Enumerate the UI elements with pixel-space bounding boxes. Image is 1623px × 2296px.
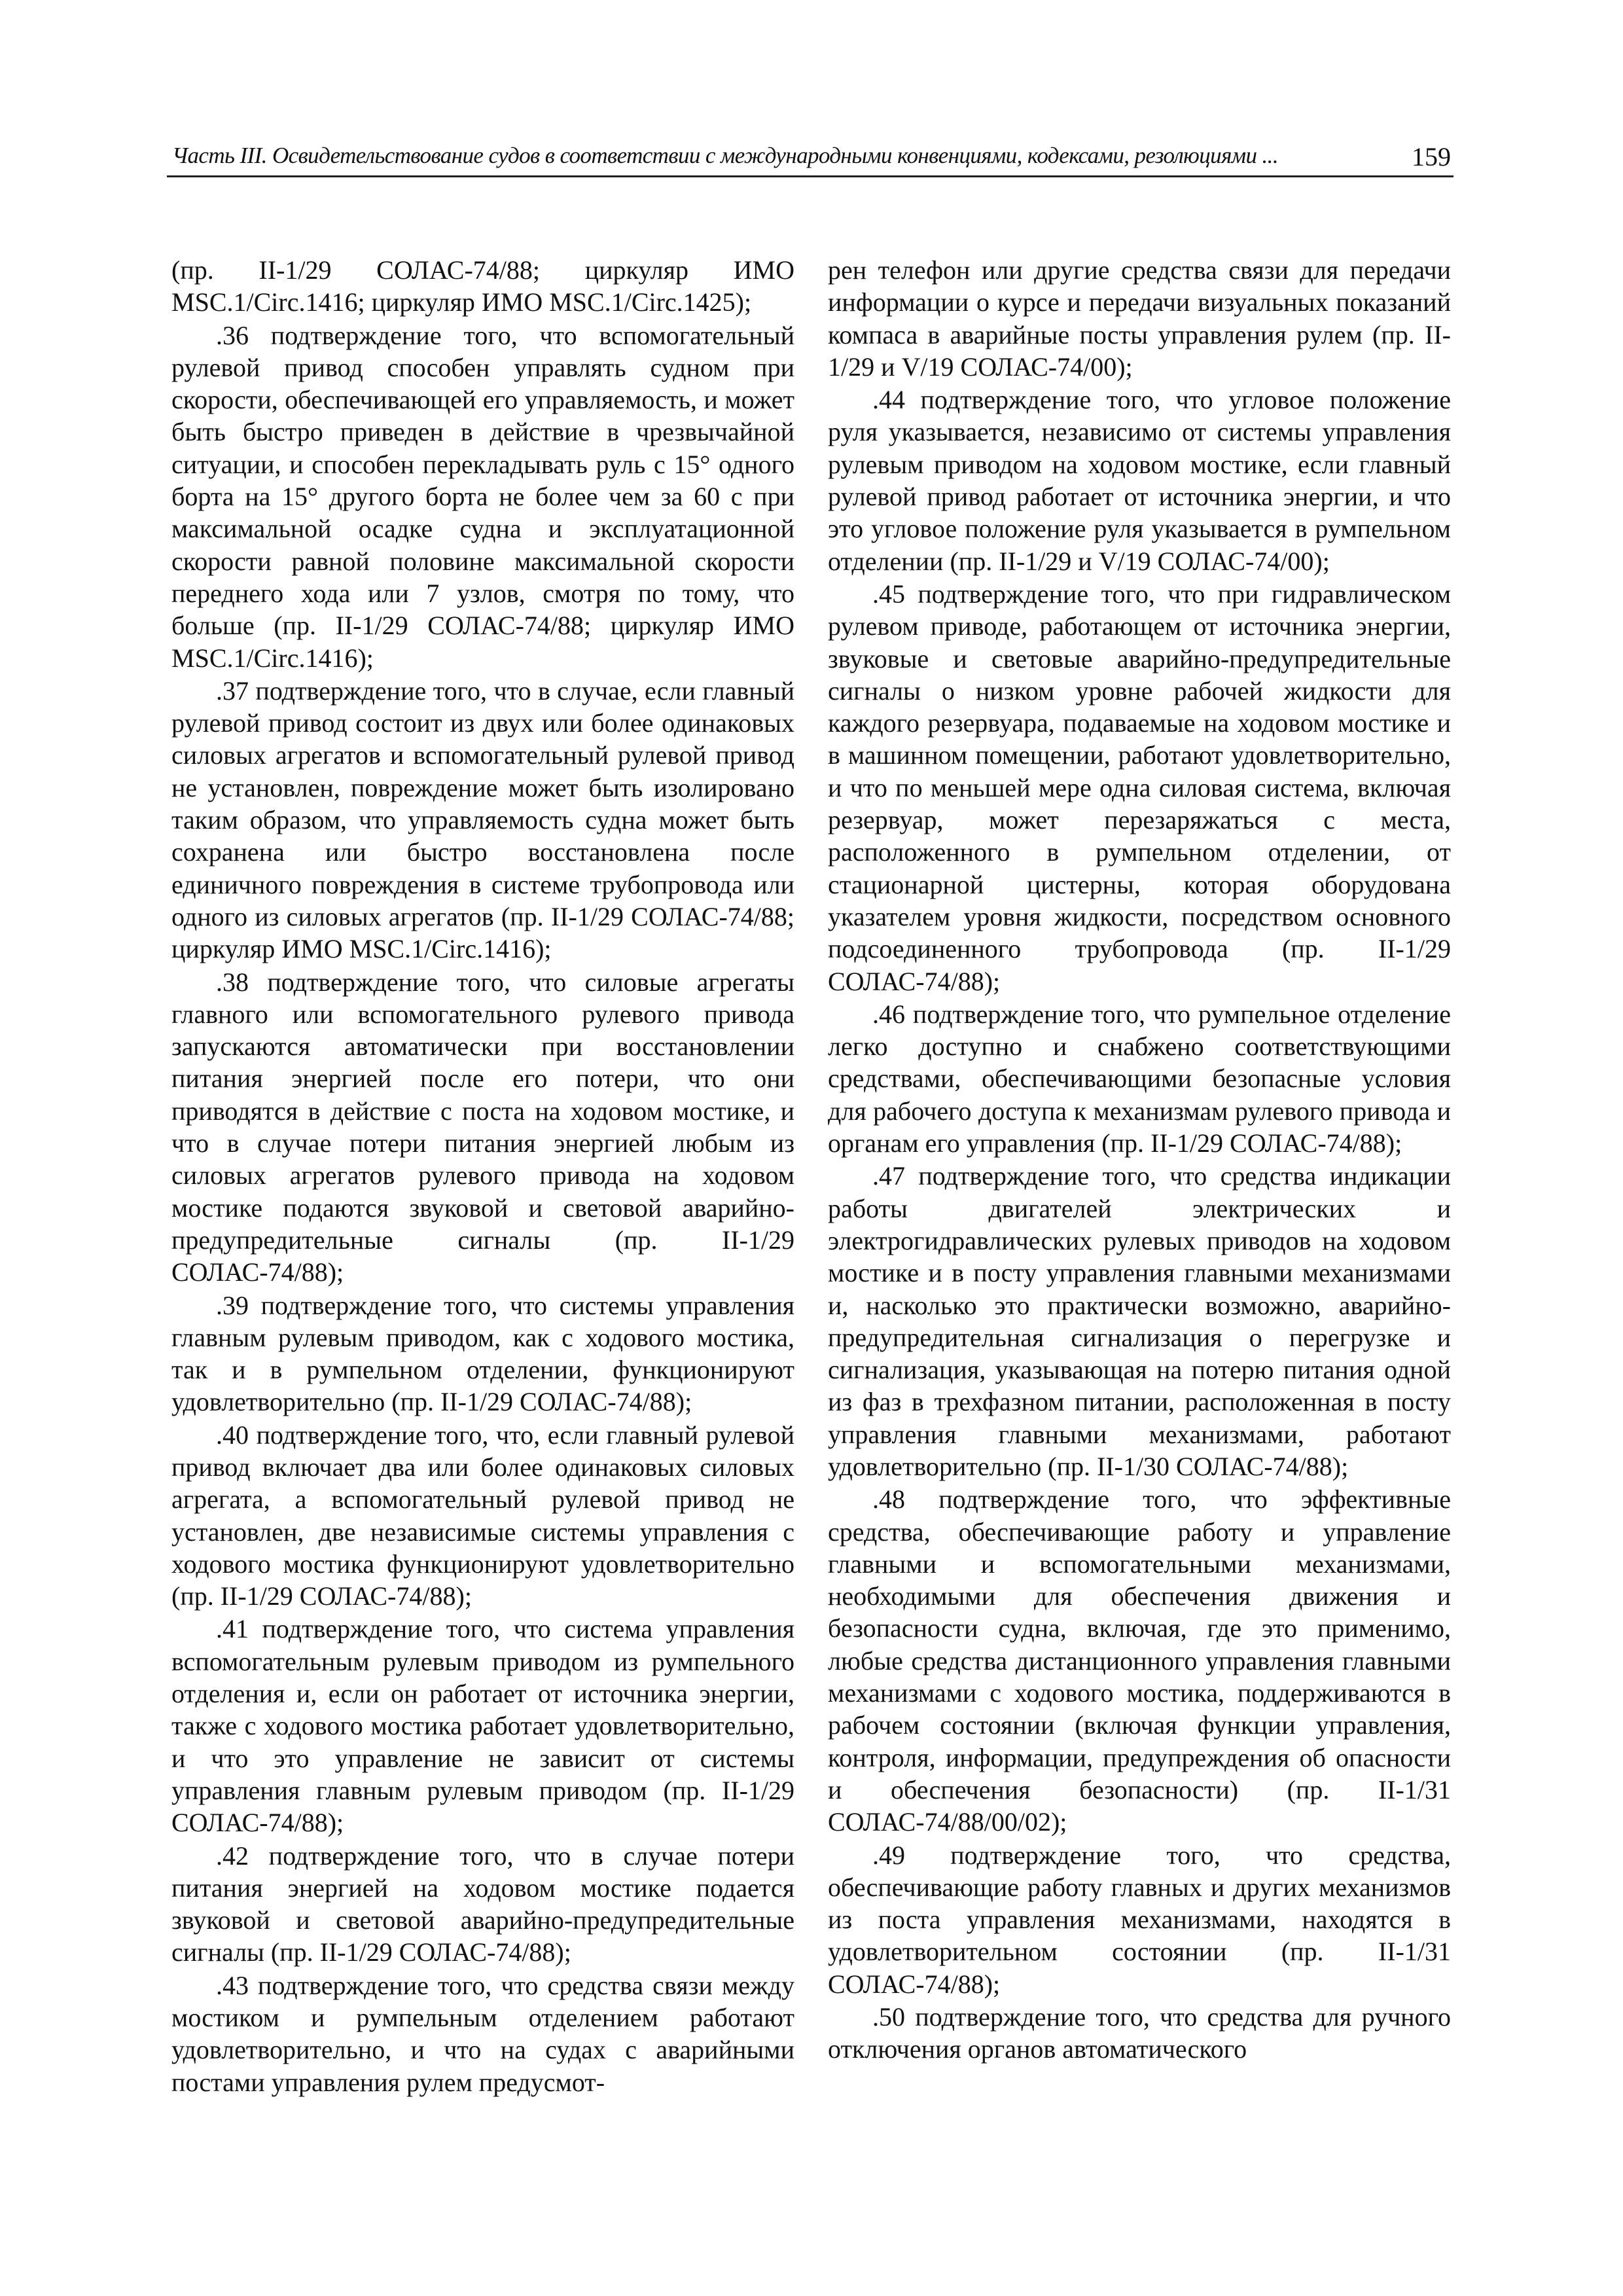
paragraph-item-36: .36 подтверждение того, что вспомогательный рулевой привод способен управлять судном при скорости, обеспечивающей его управляемость, и может быть быстро приведен в действие в чрезвычайной ситуации, и способен перекладывать руль с 15° одного борта на 15° другого борта не более чем за 60 с при максимальной осадке судна и эксплуатационной скорости равной половине максимальной скорости переднего хода или 7 узлов, смотря по тому, что больше (пр. II-1/29 СОЛАС-74/88; циркуляр ИМО MSC.1/Circ.1416);: [171, 320, 794, 673]
paragraph-item-47: .47 подтверждение того, что средства индикации работы двигателей электрических и электрогидравлических рулевых приводов на ходовом мостике и в посту управления главными механизмами и, насколько это практически возможно, аварийно-предупредительная сигнализация о перегрузке и сигнализация, указывающая на потерю питания одной из фаз в трехфазном питании, расположенная в посту управления главными механизмами, работают удовлетворительно (пр. II-1/30 СОЛАС-74/88);: [828, 1161, 1451, 1481]
paragraph-item-45: .45 подтверждение того, что при гидравлическом рулевом приводе, работающем от источника энергии, звуковые и световые аварийно-предупредительные сигналы о низком уровне рабочей жидкости для каждого резервуара, подаваемые на ходовом мостике и в машинном помещении, работают удовлетворительно, и что по меньшей мере одна силовая система, включая резервуар, может перезаряжаться с места, расположенного в румпельном отделении, от стационарной цистерны, которая оборудована указателем уровня жидкости, посредством основного подсоединенного трубопровода (пр. II-1/29 СОЛАС-74/88);: [828, 579, 1451, 996]
paragraph-item-50: .50 подтверждение того, что средства для ручного отключения органов автоматического: [828, 2002, 1451, 2064]
running-header-title: Часть III. Освидетельствование судов в соответствии с международными конвенциями, кодексами, резолюциями ...: [172, 143, 1278, 168]
paragraph-item-38: .38 подтверждение того, что силовые агрегаты главного или вспомогательного рулевого привода запускаются автоматически при восстановлении питания энергией после его потери, что они приводятся в действие с поста на ходовом мостике, и что в случае потери питания энергией любым из силовых агрегатов рулевого привода на ходовом мостике подаются звуковой и световой аварийно-предупредительные сигналы (пр. II-1/29 СОЛАС-74/88);: [171, 967, 794, 1287]
left-column: [171, 254, 794, 2099]
paragraph-item-48: .48 подтверждение того, что эффективные средства, обеспечивающие работу и управление главными и вспомогательными механизмами, необходимыми для обеспечения движения и безопасности судна, включая, где это применимо, любые средства дистанционного управления главными механизмами с ходового мостика, поддерживаются в рабочем состоянии (включая функции управления, контроля, информации, предупреждения об опасности и обеспечения безопасности) (пр. II-1/31 СОЛАС-74/88/00/02);: [828, 1484, 1451, 1837]
paragraph-item-41: .41 подтверждение того, что система управления вспомогательным рулевым приводом из румпельного отделения и, если он работает от источника энергии, также с ходового мостика работает удовлетворительно, и что это управление не зависит от системы управления главным рулевым приводом (пр. II-1/29 СОЛАС-74/88);: [171, 1614, 794, 1838]
paragraph-item-37: .37 подтверждение того, что в случае, если главный рулевой привод состоит из двух или более одинаковых силовых агрегатов и вспомогательный рулевой привод не установлен, повреждение может быть изолировано таким образом, что управляемость судна может быть сохранена или быстро восстановлена после единичного повреждения в системе трубопровода или одного из силовых агрегатов (пр. II-1/29 СОЛАС-74/88; циркуляр ИМО MSC.1/Circ.1416);: [171, 675, 794, 964]
running-header: [167, 137, 1454, 178]
paragraph-item-39: .39 подтверждение того, что системы управления главным рулевым приводом, как с ходового мостика, так и в румпельном отделении, функционируют удовлетворительно (пр. II-1/29 СОЛАС-74/88);: [171, 1290, 794, 1417]
paragraph-continuation: рен телефон или другие средства связи для передачи информации о курсе и передачи визуальных показаний компаса в аварийные посты управления рулем (пр. II-1/29 и V/19 СОЛАС-74/00);: [828, 255, 1451, 382]
paragraph-continuation: (пр. II-1/29 СОЛАС-74/88; циркуляр ИМО MSC.1/Circ.1416; циркуляр ИМО MSC.1/Circ.1425);: [171, 255, 794, 317]
header-rule: [167, 175, 1454, 177]
paragraph-item-40: .40 подтверждение того, что, если главный рулевой привод включает два или более одинаковых силовых агрегата, а вспомогательный рулевой привод не установлен, две независимые системы управления с ходового мостика функционируют удовлетворительно (пр. II-1/29 СОЛАС-74/88);: [171, 1420, 794, 1611]
paragraph-item-42: .42 подтверждение того, что в случае потери питания энергией на ходовом мостике подается звуковой и световой аварийно-предупредительные сигналы (пр. II-1/29 СОЛАС-74/88);: [171, 1840, 794, 1967]
page-number: 159: [1412, 142, 1451, 171]
paragraph-item-44: .44 подтверждение того, что угловое положение руля указывается, независимо от системы управления рулевым приводом на ходовом мостике, если главный рулевой привод работает от источника энергии, и что это угловое положение руля указывается в румпельном отделении (пр. II-1/29 и V/19 СОЛАС-74/00);: [828, 385, 1451, 576]
right-column: [828, 254, 1451, 2066]
paragraph-item-49: .49 подтверждение того, что средства, обеспечивающие работу главных и других механизмов из поста управления механизмами, находятся в удовлетворительном состоянии (пр. II-1/31 СОЛАС-74/88);: [828, 1840, 1451, 1999]
paragraph-item-43: .43 подтверждение того, что средства связи между мостиком и румпельным отделением работают удовлетворительно, и что на судах с аварийными постами управления рулем предусмот-: [171, 1970, 794, 2097]
paragraph-item-46: .46 подтверждение того, что румпельное отделение легко доступно и снабжено соответствующими средствами, обеспечивающими безопасные условия для рабочего доступа к механизмам рулевого привода и органам его управления (пр. II-1/29 СОЛАС-74/88);: [828, 999, 1451, 1158]
